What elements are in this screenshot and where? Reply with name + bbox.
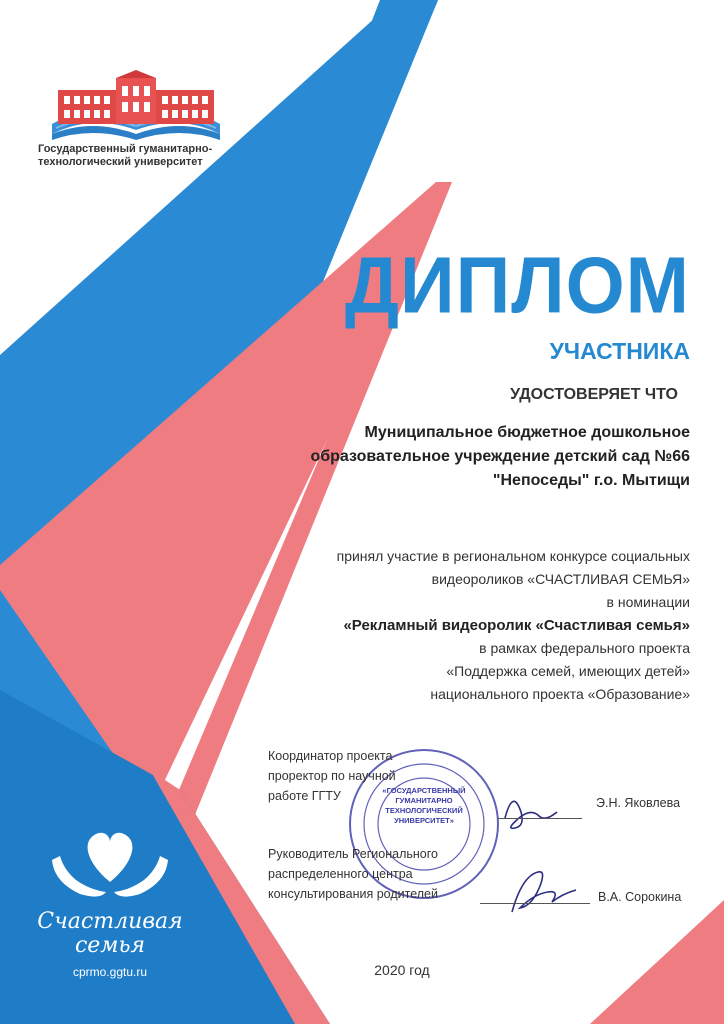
recipient-line2: образовательное учреждение детский сад №66 [310, 448, 690, 465]
recipient-name [230, 421, 690, 493]
coordinator-signature-line [498, 818, 582, 819]
nomination-title: «Рекламный видеоролик «Счастливая семья» [343, 617, 690, 634]
body-line1: принял участие в региональном конкурсе социальных [336, 548, 690, 564]
diploma-subtitle: УЧАСТНИКА [549, 338, 690, 364]
university-name-line1: Государственный гуманитарно- [38, 143, 213, 155]
university-name-line2: технологический университет [38, 156, 203, 168]
head-line3: консультирования родителей [268, 887, 438, 901]
logo-url[interactable]: cprmo.ggtu.ru [72, 965, 148, 979]
head-line1: Руководитель Регионального [268, 847, 438, 861]
head-title [268, 844, 438, 904]
body-line5: в рамках федерального проекта [479, 640, 690, 656]
issue-year: 2020 год [374, 962, 430, 978]
university-name [38, 143, 268, 169]
recipient-line1: Муниципальное бюджетное дошкольное [364, 424, 690, 441]
stamp-center-text: «ГОСУДАРСТВЕННЫЙ ГУМАНИТАРНО ТЕХНОЛОГИЧЕСКИЙ УНИВЕРСИТЕТ» [382, 786, 466, 825]
diploma-title: ДИПЛОМ [344, 240, 690, 331]
award-description [230, 545, 690, 706]
university-logo [52, 70, 220, 140]
body-line3: в номинации [606, 594, 690, 610]
coordinator-line2: проректор по научной [268, 769, 396, 783]
body-line6: «Поддержка семей, имеющих детей» [446, 663, 690, 679]
head-line2: распределенного центра [268, 867, 413, 881]
coordinator-name: Э.Н. Яковлева [596, 796, 681, 810]
certifies-heading: УДОСТОВЕРЯЕТ ЧТО [510, 386, 678, 403]
body-line2: видеороликов «СЧАСТЛИВАЯ СЕМЬЯ» [431, 571, 690, 587]
coordinator-line3: работе ГГТУ [268, 789, 341, 803]
logo-text-family: семья [74, 933, 146, 958]
logo-text-happy: Счастливая [37, 909, 183, 934]
head-name: В.А. Сорокина [598, 890, 682, 904]
recipient-line3: "Непоседы" г.о. Мытищи [492, 472, 690, 489]
body-line7: национального проекта «Образование» [430, 686, 690, 702]
head-signature-line [480, 903, 590, 904]
coordinator-title [268, 746, 396, 806]
coordinator-line1: Координатор проекта [268, 749, 393, 763]
